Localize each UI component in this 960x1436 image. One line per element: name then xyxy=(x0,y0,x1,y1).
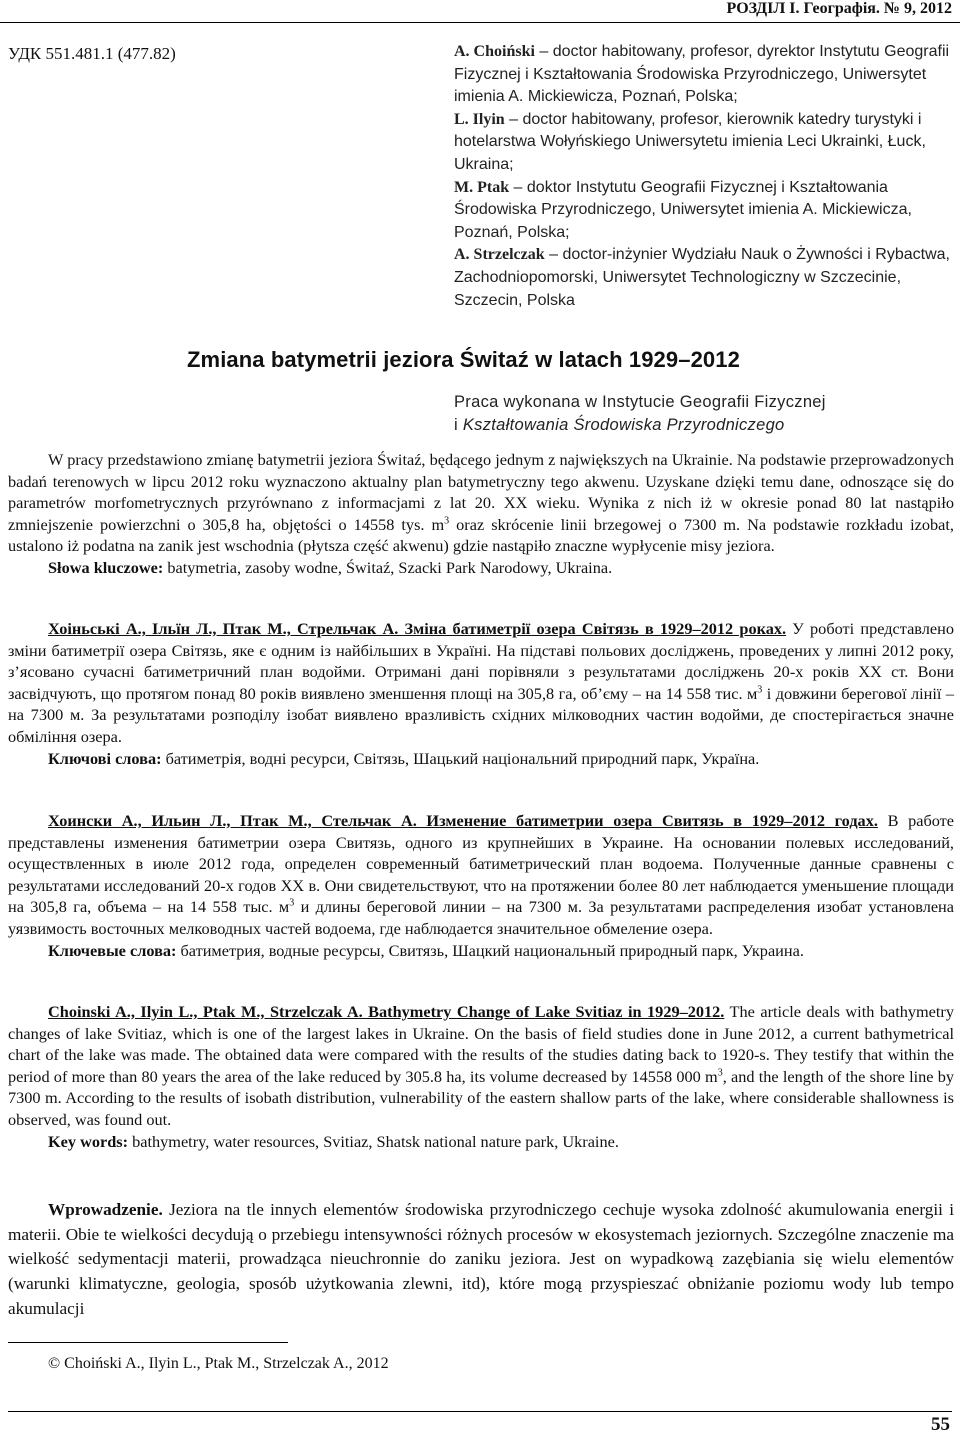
keywords-text: батиметрія, водні ресурси, Світязь, Шацький національний природний парк, Україна. xyxy=(161,748,760,768)
author-description: doctor-inżynier Wydziału Nauk o Żywności i Rybactwa, Zachodniopomorski, Uniwersytet Technologiczny w Szczecinie, Szczecin, Polska xyxy=(454,246,950,309)
header-rule xyxy=(0,22,960,23)
copyright-footnote: © Choiński A., Ilyin L., Ptak M., Strzelczak A., 2012 xyxy=(48,1355,389,1372)
author-description: doctor habitowany, profesor, kierownik katedry turystyki i hotelarstwa Wołyńskiego Uniwersytetu imienia Leci Ukrainki, Łuck, Ukraina; xyxy=(454,110,926,173)
abstract-heading: Хоински А., Ильин Л., Птак М., Стельчак А. Изменение батиметрии озера Свитязь в 1929–2012 годах. xyxy=(48,811,878,830)
udk-code: УДК 551.481.1 (477.82) xyxy=(8,44,176,63)
author-entry: A. Choiński – doctor habitowany, profesor, dyrektor Instytutu Geografii Fizycznej i Kształtowania Środowiska Przyrodniczego, Uniwersytet imienia A. Mickiewicza, Poznań, Polska; xyxy=(454,43,950,106)
abstract-text: , and the length of the shore line by 7300 m. According to the results of isobath distribution, vulnerability of the eastern shallow parts of the lake, where considerable shallowness is observed, was found out. xyxy=(8,1066,955,1129)
affiliation-prefix: i xyxy=(454,416,463,434)
keywords-text: батиметрия, водные ресурсы, Свитязь, Шацкий национальный природный парк, Украина. xyxy=(176,940,804,960)
introduction-section xyxy=(8,1198,954,1322)
author-list xyxy=(454,41,954,312)
superscript: 3 xyxy=(757,684,763,696)
keywords-label: Słowa kluczowe: xyxy=(48,557,164,577)
author-description: doctor habitowany, profesor, dyrektor Instytutu Geografii Fizycznej i Kształtowania Środowiska Przyrodniczego, Uniwersytet imienia A. Mickiewicza, Poznań, Polska; xyxy=(454,43,950,106)
author-entry: A. Strzelczak – doctor-inżynier Wydziału Nauk o Żywności i Rybactwa, Zachodniopomorski, Uniwersytet Technologiczny w Szczecinie, Szczecin, Polska xyxy=(454,246,950,309)
abstract-text: і довжини берегової лінії – на 7300 м. За результатами розподілу ізобат виявлено вразливість східних мілководних частин водойми, де спостерігається значне обміління озера. xyxy=(8,683,954,746)
keywords-text: batymetria, zasoby wodne, Świtaź, Szacki Park Narodowy, Ukraina. xyxy=(163,557,613,577)
author-name: L. Ilyin xyxy=(454,110,505,128)
introduction-text: Jeziora na tle innych elementów środowiska przyrodniczego cechuje wysoka zdolność akumulowania energii i materii. Obie te wielkości decydują o przebiegu intensywności różnych procesów w ekosystemach jeziornych. Szczególne znaczenie ma wielkość sedymentacji materii, prowadząca nieuchronnie do zaniku jeziora. Jest on wypadkową zazębiania się wielu elementów (warunki klimatyczne, geologia, sposób użytkowania zlewni, itd), które mogą przyspieszać obniżanie poziomu wody lub tempo akumulacji xyxy=(8,1200,954,1318)
abstract-heading: Choinski A., Ilyin L., Ptak M., Strzelczak A. Bathymetry Change of Lake Svitiaz in 1929–2012. xyxy=(48,1002,725,1021)
author-name: M. Ptak xyxy=(454,178,510,196)
superscript: 3 xyxy=(717,1067,723,1079)
keywords-label: Ключевые слова: xyxy=(48,940,177,960)
abstract-paragraph xyxy=(8,449,954,557)
affiliation-line xyxy=(454,414,826,437)
abstract-text: В работе представлены изменения батиметрии озера Свитязь, одного из крупнейших в Украине. На основании полевых исследований, осуществленных в июле 2012 года, определен современный батиметрический план водоема. Полученные данные сравнены с результатами исследований 20-х годов XX в. Они свидетельствуют, что на протяжении более 80 лет наблюдается уменьшение площади на 305,8 га, объема – на 14 558 тыс. м xyxy=(8,811,954,917)
abstract-text: oraz skrócenie linii brzegowej o 7300 m. Na podstawie rozkładu izobat, ustalono iż podatna na zanik jest wschodnia (płytsza część akwenu) gdzie nastąpiło znaczne wypłycenie misy jeziora. xyxy=(8,514,954,556)
keywords-label: Ключові слова: xyxy=(48,748,162,768)
affiliation-note xyxy=(454,391,826,437)
abstract-text: У роботі представлено зміни батиметрії озера Світязь, яке є одним із найбільших в Україні. На підставі польових досліджень, проведених у липні 2012 року, з’ясовано сучасні батиметричний план водойми. Отримані дані порівняли з результатами досліджень 20-х років XX ст. Вони засвідчують, що протягом понад 80 років виявлено зменшення площі на 305,8 га, об’єму – на 14 558 тис. м xyxy=(8,619,954,703)
author-name: A. Strzelczak xyxy=(454,246,545,264)
author-name: A. Choiński xyxy=(454,43,535,60)
introduction-paragraph xyxy=(8,1198,954,1322)
keywords-label: Key words: xyxy=(48,1131,129,1151)
abstract-paragraph xyxy=(8,810,954,940)
footer-rule xyxy=(8,1411,952,1412)
keywords-line xyxy=(8,748,954,770)
introduction-label: Wprowadzenie. xyxy=(48,1200,163,1219)
article-title: Zmiana batymetrii jeziora Świtaź w latach 1929–2012 xyxy=(187,347,740,372)
author-entry: L. Ilyin – doctor habitowany, profesor, kierownik katedry turystyki i hotelarstwa Wołyńskiego Uniwersytetu imienia Leci Ukrainki, Łuck, Ukraina; xyxy=(454,110,926,173)
abstract-text: и длины береговой линии – на 7300 м. За результатами распределения изобат установлена уязвимость восточных мелководных частей водоема, где наблюдается значительное обмеление озера. xyxy=(8,897,954,938)
superscript: 3 xyxy=(444,515,450,527)
keywords-line xyxy=(8,1131,954,1153)
abstract-ukrainian xyxy=(8,618,954,769)
abstract-russian xyxy=(8,810,954,961)
page-number: 55 xyxy=(931,1414,950,1435)
abstract-paragraph xyxy=(8,1001,954,1131)
author-entry: M. Ptak – doktor Instytutu Geografii Fizycznej i Kształtowania Środowiska Przyrodniczego, Uniwersytet imienia A. Mickiewicza, Poznań, Polska; xyxy=(454,178,912,241)
running-header: РОЗДІЛ І. Географія. № 9, 2012 xyxy=(726,0,952,17)
author-description: doktor Instytutu Geografii Fizycznej i Kształtowania Środowiska Przyrodniczego, Uniwersytet imienia A. Mickiewicza, Poznań, Polska; xyxy=(454,178,912,241)
superscript: 3 xyxy=(289,897,295,909)
abstract-text: W pracy przedstawiono zmianę batymetrii jeziora Świtaź, będącego jednym z największych na Ukrainie. Na podstawie przeprowadzonych badań terenowych w lipcu 2012 roku wyznaczono aktualny plan batymetryczny tego akwenu. Uzyskane dzięki temu dane, odnoszące się do parametrów morfometrycznych przyrównano z informacjami z lat 20. XX wieku. Wynika z nich iż w okresie ponad 80 lat nastąpiło zmniejszenie powierzchni o 305,8 ha, objętości o 14558 tys. m xyxy=(8,450,954,534)
abstract-polish xyxy=(8,449,954,579)
abstract-text: The article deals with bathymetry changes of lake Svitiaz, which is one of the largest lakes in Ukraine. On the basis of field studies done in June 2012, a current bathymetrical chart of the lake was made. The obtained data were compared with the results of the studies dating back to 1920-s. They testify that within the period of more than 80 years the area of the lake reduced by 305.8 ha, its volume decreased by 14558 000 m xyxy=(8,1002,954,1086)
affiliation-italic: Kształtowania Środowiska Przyrodniczego xyxy=(462,416,785,434)
abstract-english xyxy=(8,1001,954,1152)
abstract-heading: Хоіньські А., Ільїн Л., Птак М., Стрельчак А. Зміна батиметрії озера Світязь в 1929–2012 роках. xyxy=(48,619,787,638)
keywords-line xyxy=(8,557,954,579)
footnote-rule xyxy=(8,1342,288,1343)
keywords-line xyxy=(8,940,954,962)
keywords-text: bathymetry, water resources, Svitiaz, Shatsk national nature park, Ukraine. xyxy=(128,1131,619,1151)
abstract-paragraph xyxy=(8,618,954,748)
affiliation-line: Praca wykonana w Instytucie Geografii Fizycznej xyxy=(454,393,826,411)
